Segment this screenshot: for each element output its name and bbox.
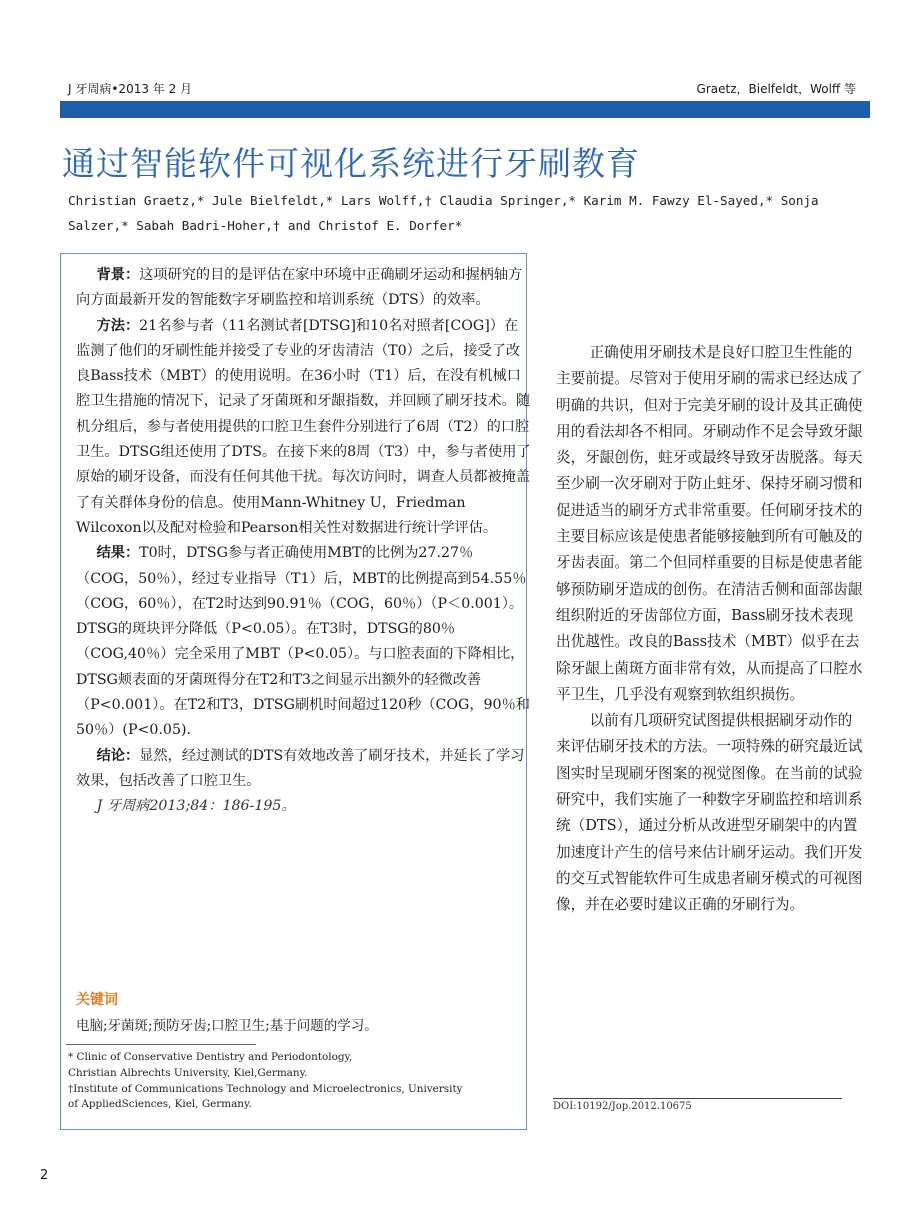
- body-paragraph-2: 以前有几项研究试图提供根据刷牙动作的来评估刷牙技术的方法。一项特殊的研究最近试图实时呈现刷牙图案的视觉图像。在当前的试验研究中，我们实施了一种数字牙刷监控和培训系统（DTS），通过分析从改进型牙刷架中的内置加速度计产生的信号来估计刷牙运动。我们开发的交互式智能软件可生成患者刷牙模式的可视图像，并在必要时建议正确的牙刷行为。: [556, 712, 863, 914]
- article-title: 通过智能软件可视化系统进行牙刷教育: [62, 144, 640, 183]
- abstract: [76, 263, 532, 820]
- abstract-conclusion: [76, 744, 532, 795]
- running-header-journal: J 牙周病•2013 年 2 月: [68, 82, 193, 96]
- doi-divider: [553, 1098, 842, 1099]
- keywords-text: 电脑;牙菌斑;预防牙齿;口腔卫生;基于问题的学习。: [76, 1018, 378, 1034]
- running-header-authors: Graetz，Bielfeldt，Wolff 等: [696, 82, 856, 96]
- methods-label: 方法：: [96, 317, 140, 334]
- footnote-line: * Clinic of Conservative Dentistry and Periodontology,: [68, 1051, 353, 1063]
- conclusion-label: 结论：: [96, 747, 140, 764]
- keywords-heading: 关键词: [76, 992, 118, 1008]
- results-label: 结果：: [96, 545, 140, 562]
- methods-text: 21名参与者（11名测试者[DTSG]和10名对照者[COG]）在监测了他们的牙刷性能并接受了专业的牙齿清洁（T0）之后，接受了改良Bass技术（MBT）的使用说明。在36小时（T1）后，在没有机械口腔卫生措施的情况下，记录了牙菌斑和牙龈指数，并回顾了刷牙技术。随机分组后，参与者使用提供的口腔卫生套件分别进行了6周（T2）的口腔卫生。DTSG组还使用了DTS。在接下来的8周（T3）中，参与者使用了原始的刷牙设备，而没有任何其他干扰。每次访问时，调查人员都被掩盖了有关群体身份的信息。使用Mann-Whitney U，Friedman Wilcoxon以及配对检验和Pearson相关性对数据进行统计学评估。: [76, 317, 531, 536]
- conclusion-text: 显然，经过测试的DTS有效地改善了刷牙技术，并延长了学习效果，包括改善了口腔卫生。: [76, 747, 525, 789]
- background-label: 背景：: [96, 267, 140, 283]
- footnote-line: Christian Albrechts University, Kiel,Germany.: [68, 1066, 308, 1079]
- introduction-body: [556, 340, 866, 919]
- body-paragraph-1: 正确使用牙刷技术是良好口腔卫生性能的主要前提。尽管对于使用牙刷的需求已经达成了明确的共识，但对于完美牙刷的设计及其正确使用的看法却各不相同。牙刷动作不足会导致牙龈炎，牙龈创伤，蛀牙或最终导致牙齿脱落。每天至少刷一次牙刷对于防止蛀牙、保持牙刷习惯和促进适当的刷牙方式非常重要。任何刷牙技术的主要目标应该是使患者能够接触到所有可触及的牙齿表面。第二个但同样重要的目标是使患者能够预防刷牙造成的创伤。在清洁舌侧和面部齿龈组织附近的牙齿部位方面，Bass刷牙技术表现出优越性。改良的Bass技术（MBT）似乎在去除牙龈上菌斑方面非常有效，从而提高了口腔水平卫生，几乎没有观察到软组织损伤。: [556, 344, 863, 703]
- abstract-results: [76, 541, 532, 743]
- doi-text: DOI:10192/Jop.2012.10675: [553, 1101, 692, 1112]
- affiliation-footnotes: [68, 1050, 523, 1113]
- page-number: 2: [40, 1168, 49, 1183]
- footnote-line: of AppliedSciences, Kiel, Germany.: [68, 1098, 252, 1111]
- footnote-divider: [66, 1044, 256, 1045]
- header-color-bar: [60, 101, 870, 118]
- abstract-citation: [76, 794, 532, 819]
- footnote-line: †Institute of Communications Technology and Microelectronics, University: [68, 1082, 463, 1095]
- citation-text: J 牙周病2013;84：186-195。: [96, 798, 296, 815]
- abstract-background: [76, 263, 532, 314]
- background-text: 这项研究的目的是评估在家中环境中正确刷牙运动和握柄轴方向方面最新开发的智能数字牙刷监控和培训系统（DTS）的效率。: [76, 267, 523, 309]
- abstract-methods: [76, 314, 532, 542]
- author-list: Christian Graetz,* Jule Bielfeldt,* Lars Wolff,† Claudia Springer,* Karim M. Fawzy El-Sayed,* Sonja Salzer,* Sabah Badri-Hoher,† and Christof E. Dorfer*: [68, 193, 819, 233]
- results-text: T0时，DTSG参与者正确使用MBT的比例为27.27％（COG，50％），经过专业指导（T1）后，MBT的比例提高到54.55％（COG，60％），在T2时达到90.91％（COG，60％）（P＜0.001）。DTSG的斑块评分降低（P<0.05）。在T3时，DTSG的80％（COG,40％）完全采用了MBT（P<0.05）。与口腔表面的下降相比，DTSG颊表面的牙菌斑得分在T2和T3之间显示出额外的轻微改善（P<0.001）。在T2和T3，DTSG刷机时间超过120秒（COG，90％和50％）(P<0.05).: [76, 545, 530, 739]
